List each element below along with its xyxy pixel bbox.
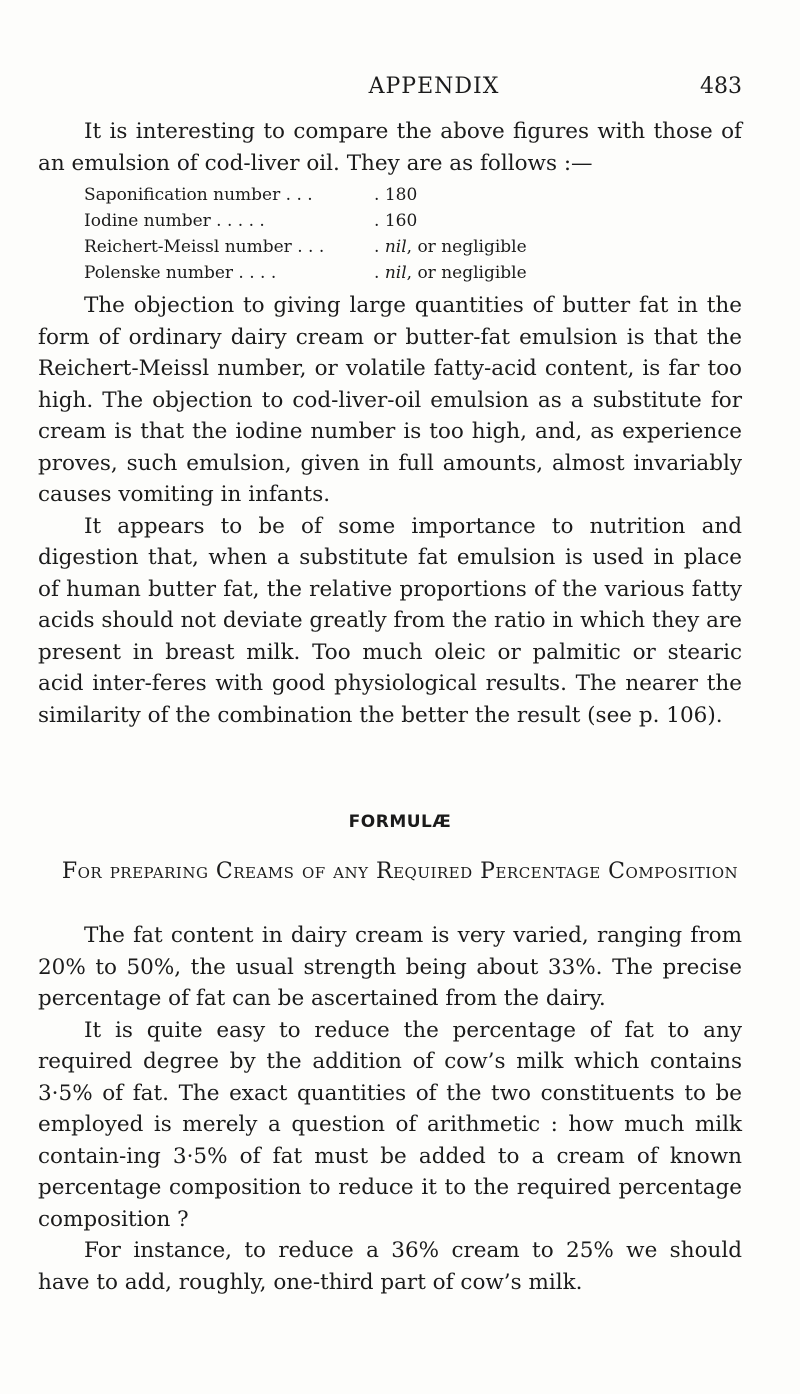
section-subtitle: For preparing Creams of any Required Percentage Composition [61,859,739,884]
figure-label: Polenske number [84,263,234,283]
figure-label: Iodine number . [84,211,222,231]
section-title: FORMULÆ [348,812,452,832]
figure-leaders: . . . [291,237,325,257]
figure-leaders: . . . [280,185,313,205]
intro-block [38,116,742,179]
figure-value: nil [384,237,407,257]
figure-leaders: . . . . [221,211,265,231]
figure-row: Iodine number . . . . . . 160 [84,211,418,231]
figure-leaders: . . . . [233,263,277,283]
formulae-block [38,920,742,1298]
figure-note: , or negligible [406,263,527,283]
figure-label: Saponification number [84,185,281,205]
body-paragraph: The fat content in dairy cream is very varied, ranging from 20% to 50%, the usual strength being about 33%. The precise percentage of fat can be ascertained from the dairy. [38,923,742,1011]
figure-value: 180 [384,185,418,205]
figure-label: Reichert-Meissl number [84,237,292,257]
figure-value: 160 [384,211,418,231]
figure-value: nil [384,263,407,283]
body-paragraph: It appears to be of some importance to nutrition and digestion that, when a substitute fat emulsion is used in place of human butter fat, the relative proportions of the various fatty acids should not deviate greatly from the ratio in which they are present in breast milk. Too much oleic or palmitic or stearic acid inter-feres with good physiological results. The nearer the similarity of the combination the better the result (see p. 106). [38,513,742,728]
page-number: 483 [700,74,742,99]
body-paragraph: It is quite easy to reduce the percentage of fat to any required degree by the addition of cow’s milk which contains 3·5% of fat. The exact quantities of the two constituents to be employed is merely a question of arithmetic : how much milk contain-ing 3·5% of fat must be added to a cream of known percentage composition to reduce it to the required percentage composition ? [38,1017,742,1232]
figure-note: , or negligible [406,237,527,257]
body-paragraph: The objection to giving large quantities of butter fat in the form of ordinary dairy cream or butter-fat emulsion is that the Reichert-Meissl number, or volatile fatty-acid content, is far too high. The objection to cod-liver-oil emulsion as a substitute for cream is that the iodine number is too high, and, as experience proves, such emulsion, given in full amounts, almost invariably causes vomiting in infants. [38,293,742,507]
figure-row: Reichert-Meissl number . . . . nil, or negligible [84,237,527,257]
figure-row: Saponification number . . . . 180 [84,185,418,205]
figure-row: Polenske number . . . . . nil, or negligible [84,263,527,283]
cod-liver-oil-figures [84,182,724,286]
body-paragraph: For instance, to reduce a 36% cream to 25% we should have to add, roughly, one-third part of cow’s milk. [38,1238,742,1295]
page-header [126,74,742,106]
intro-paragraph: It is interesting to compare the above figures with those of an emulsion of cod-liver oil. They are as follows :— [38,119,742,176]
running-title: APPENDIX [368,74,500,99]
discussion-block [38,290,742,731]
